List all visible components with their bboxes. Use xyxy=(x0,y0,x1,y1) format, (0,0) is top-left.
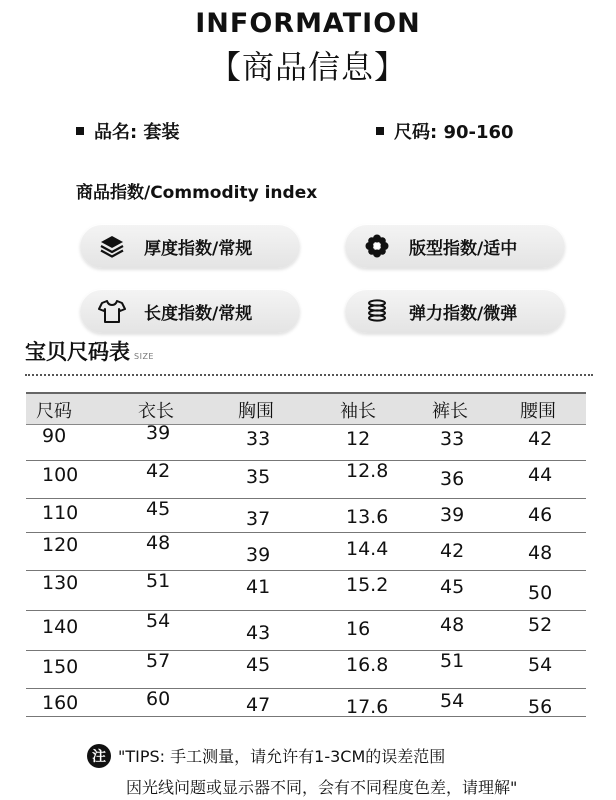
header-cell: 裤长 xyxy=(432,401,468,422)
table-cell: 100 xyxy=(42,464,79,486)
table-cell: 45 xyxy=(146,498,171,520)
row-divider xyxy=(26,716,586,717)
row-divider xyxy=(26,650,586,651)
spring-icon xyxy=(363,297,391,325)
flower-icon xyxy=(363,232,391,260)
table-cell: 14.4 xyxy=(346,538,389,560)
product-size-range xyxy=(376,118,514,144)
header-cell: 胸围 xyxy=(238,401,274,422)
index-label: 长度指数/常规 xyxy=(144,303,253,324)
table-cell: 43 xyxy=(246,622,271,644)
table-cell: 46 xyxy=(528,504,553,526)
row-divider xyxy=(26,532,586,533)
table-cell: 37 xyxy=(246,508,271,530)
table-cell: 130 xyxy=(42,572,79,594)
table-cell: 50 xyxy=(528,582,553,604)
header-cell: 袖长 xyxy=(340,401,376,422)
index-pill-length xyxy=(80,289,300,333)
index-label: 厚度指数/常规 xyxy=(144,238,253,259)
size-table-title xyxy=(25,336,154,366)
table-cell: 35 xyxy=(246,466,271,488)
note-mark: 注 xyxy=(87,744,111,768)
table-cell: 36 xyxy=(440,468,465,490)
product-size-text: 尺码: 90-160 xyxy=(394,122,514,143)
tshirt-icon xyxy=(98,297,126,325)
table-cell: 12 xyxy=(346,428,371,450)
table-cell: 48 xyxy=(528,542,553,564)
table-cell: 12.8 xyxy=(346,460,389,482)
table-cell: 52 xyxy=(528,614,553,636)
table-cell: 140 xyxy=(42,616,79,638)
tips-line-1: "TIPS: 手工测量，请允许有1-3CM的误差范围 xyxy=(118,747,446,766)
header-cell: 衣长 xyxy=(138,401,174,422)
dotted-divider xyxy=(25,374,593,376)
product-name xyxy=(76,118,179,144)
size-table-title-text: 宝贝尺码表 xyxy=(25,340,130,364)
table-cell: 45 xyxy=(246,654,271,676)
table-cell: 48 xyxy=(440,614,465,636)
table-cell: 45 xyxy=(440,576,465,598)
table-cell: 33 xyxy=(440,428,465,450)
table-cell: 17.6 xyxy=(346,696,389,718)
table-cell: 33 xyxy=(246,428,271,450)
table-cell: 41 xyxy=(246,576,271,598)
row-divider xyxy=(26,688,586,689)
table-cell: 51 xyxy=(146,570,171,592)
table-cell: 42 xyxy=(146,460,171,482)
table-cell: 57 xyxy=(146,650,171,672)
size-table-title-small: SIZE xyxy=(134,352,154,361)
table-cell: 54 xyxy=(146,610,171,632)
table-cell: 39 xyxy=(146,422,171,444)
header-cell: 尺码 xyxy=(36,401,72,422)
table-cell: 54 xyxy=(528,654,553,676)
table-cell: 39 xyxy=(440,504,465,526)
table-cell: 54 xyxy=(440,690,465,712)
table-cell: 39 xyxy=(246,544,271,566)
index-pill-thickness xyxy=(80,224,300,268)
table-cell: 44 xyxy=(528,464,553,486)
table-cell: 16 xyxy=(346,618,371,640)
table-cell: 160 xyxy=(42,692,79,714)
commodity-index-title: 商品指数/Commodity index xyxy=(76,183,318,203)
row-divider xyxy=(26,570,586,571)
table-cell: 60 xyxy=(146,688,171,710)
index-label: 版型指数/适中 xyxy=(409,238,518,259)
bullet-square xyxy=(376,127,384,135)
table-cell: 47 xyxy=(246,694,271,716)
table-cell: 16.8 xyxy=(346,654,389,676)
size-table-header xyxy=(26,392,586,425)
title-chinese: 【商品信息】 xyxy=(208,48,407,86)
table-cell: 150 xyxy=(42,656,79,678)
table-cell: 42 xyxy=(528,428,553,450)
row-divider xyxy=(26,498,586,499)
title-english: INFORMATION xyxy=(195,8,421,39)
tips-line-2: 因光线问题或显示器不同，会有不同程度色差，请理解" xyxy=(126,778,518,797)
header-cell: 腰围 xyxy=(520,401,556,422)
table-cell: 48 xyxy=(146,532,171,554)
index-pill-fit xyxy=(345,224,565,268)
row-divider xyxy=(26,460,586,461)
table-cell: 56 xyxy=(528,696,553,718)
table-cell: 90 xyxy=(42,425,67,447)
table-cell: 110 xyxy=(42,502,79,524)
table-cell: 51 xyxy=(440,650,465,672)
row-divider xyxy=(26,610,586,611)
table-cell: 120 xyxy=(42,534,79,556)
table-cell: 13.6 xyxy=(346,506,389,528)
index-label: 弹力指数/微弹 xyxy=(409,303,518,324)
product-name-text: 品名: 套装 xyxy=(94,122,180,143)
table-cell: 42 xyxy=(440,540,465,562)
index-pill-elasticity xyxy=(345,289,565,333)
bullet-square xyxy=(76,127,84,135)
layers-icon xyxy=(98,232,126,260)
table-cell: 15.2 xyxy=(346,574,389,596)
